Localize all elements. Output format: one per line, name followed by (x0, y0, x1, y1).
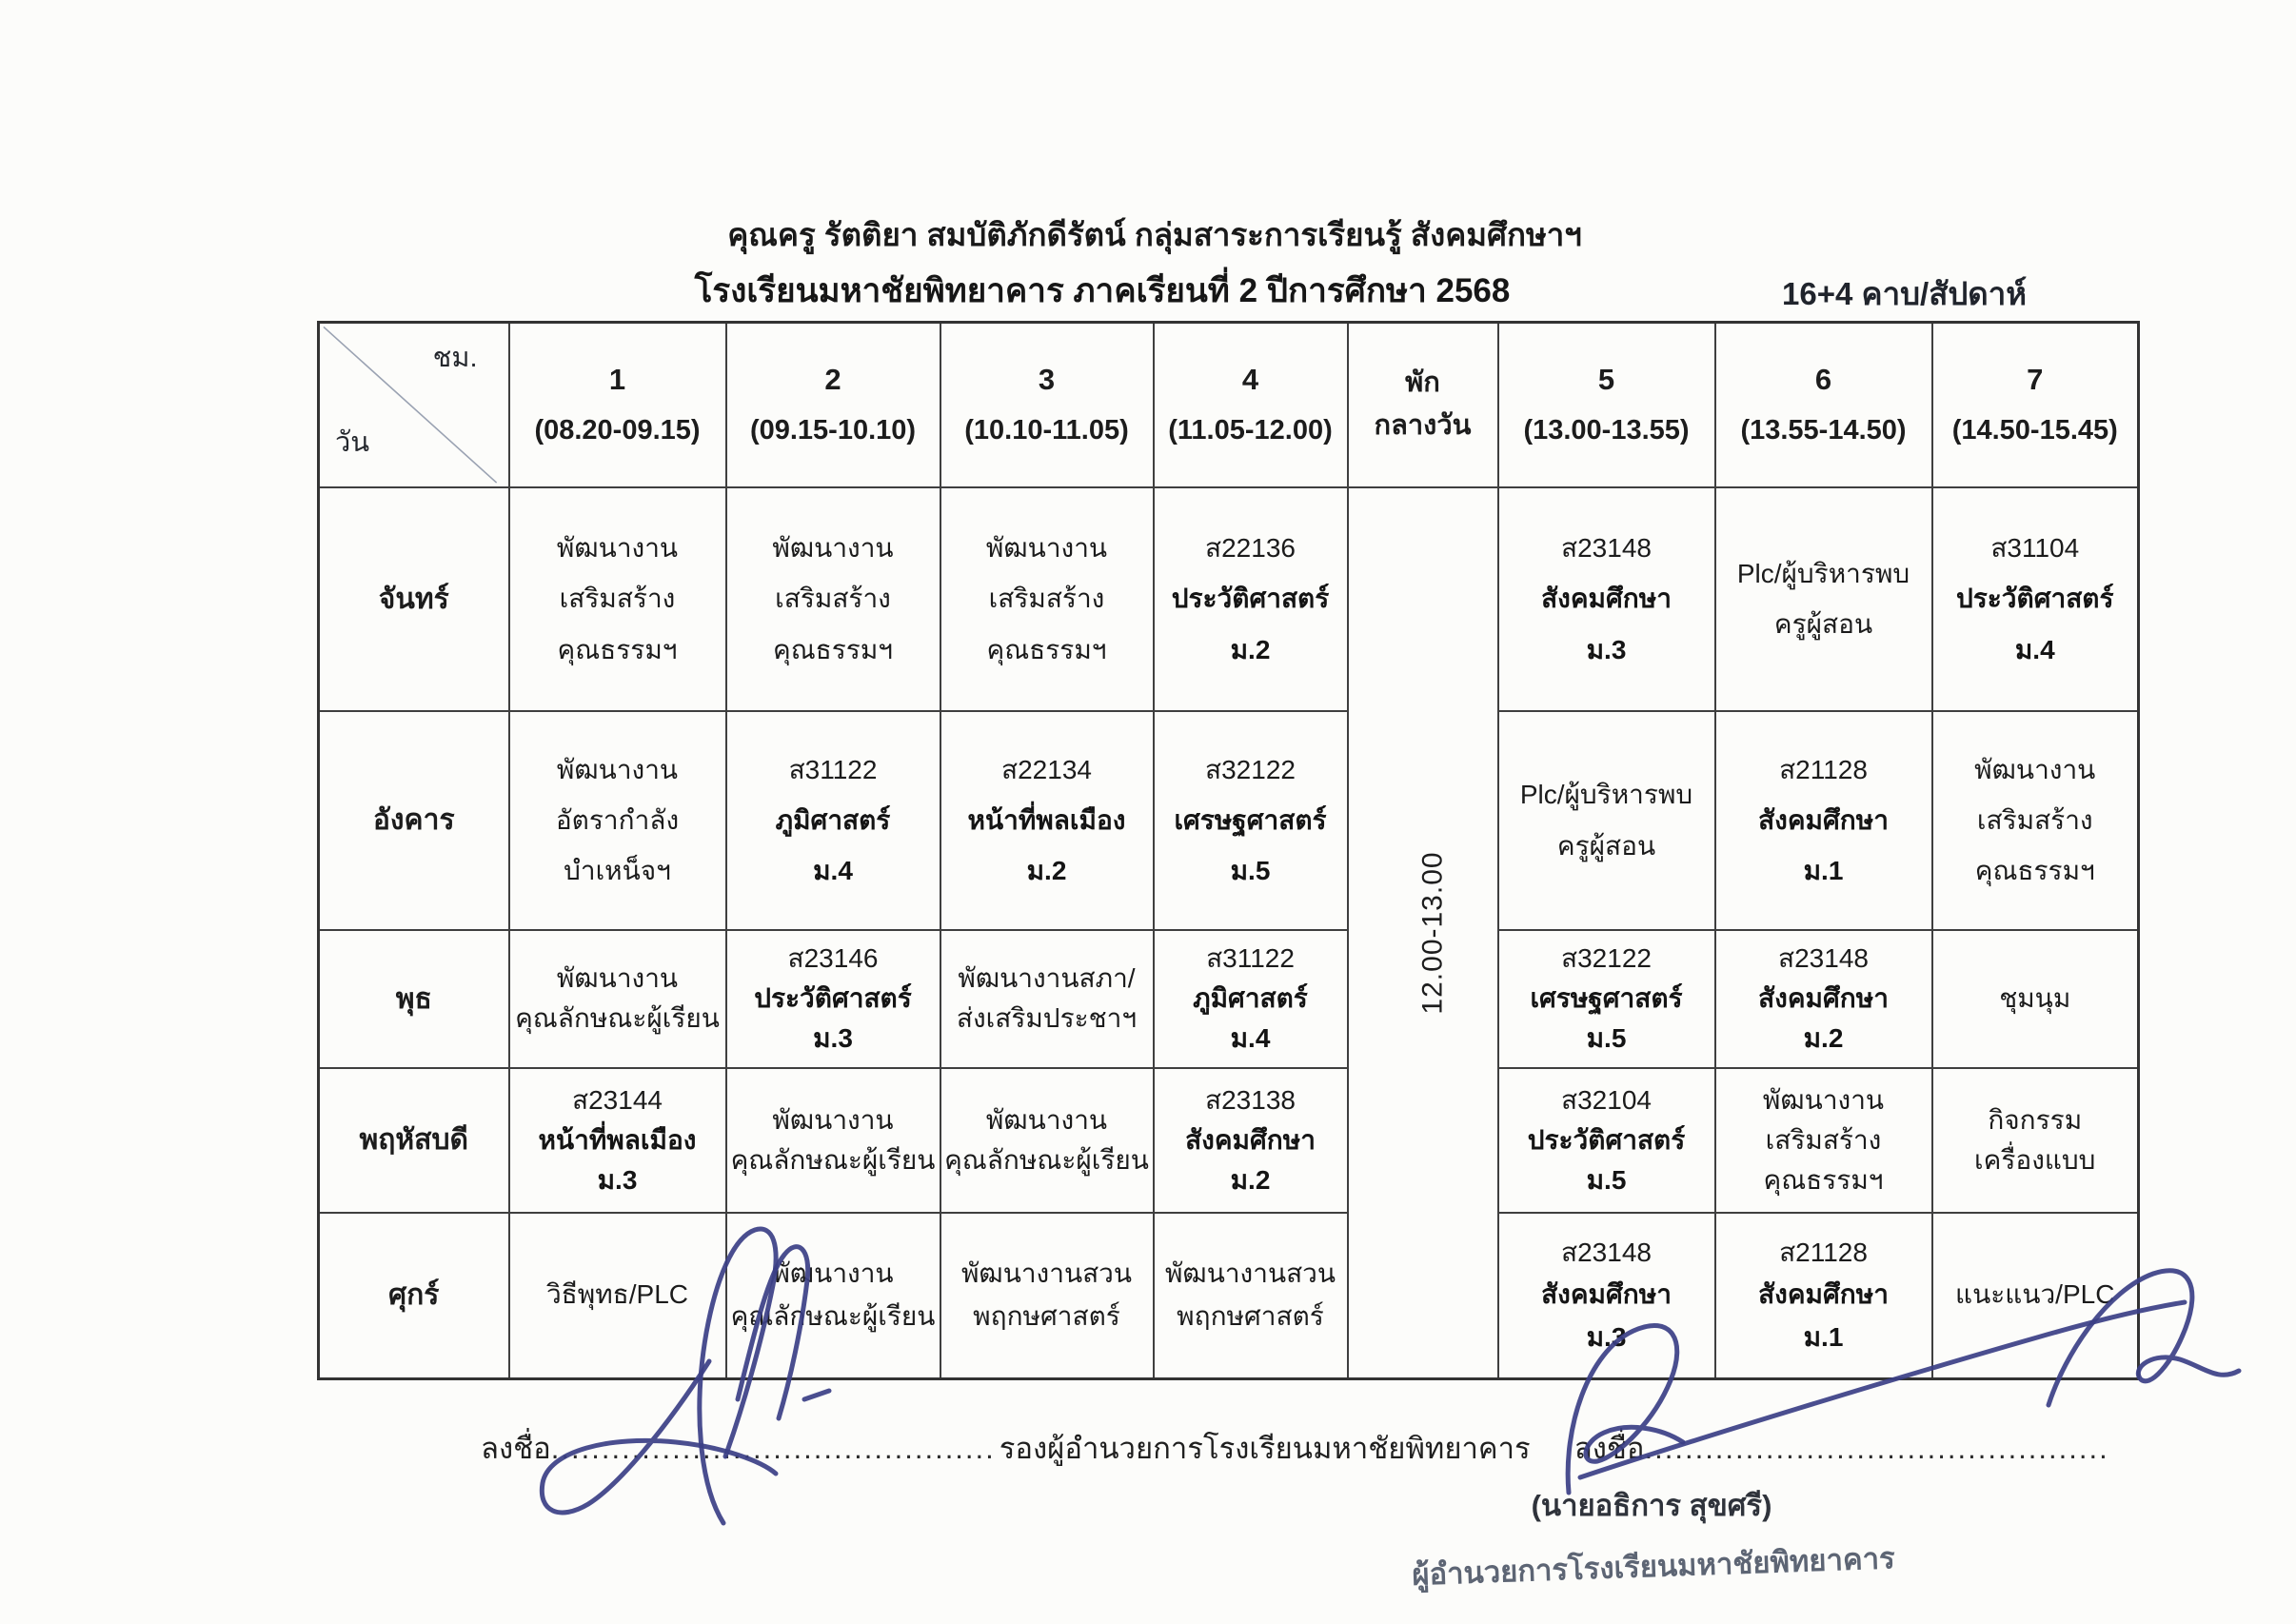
schedule-cell-line: สังคมศึกษา (1758, 983, 1889, 1013)
schedule-cell-line: ส31104 (1990, 533, 2080, 564)
schedule-cell-d4-p4 (1154, 1068, 1348, 1213)
schedule-cell-line: พัฒนางาน (556, 754, 679, 784)
schedule-cell-line: ส23138 (1205, 1084, 1296, 1115)
schedule-cell-d3-p4 (1154, 930, 1348, 1068)
schedule-cell-d1-p7 (1932, 487, 2139, 711)
schedule-cell-line: เสริมสร้าง (1976, 804, 2093, 835)
schedule-cell-line: ภูมิศาสตร์ (775, 804, 891, 835)
schedule-cell-d1-p6 (1715, 487, 1932, 711)
left-sign-label: ลงชื่อ (481, 1432, 551, 1465)
schedule-cell-line: พัฒนางาน (985, 1104, 1108, 1135)
schedule-cell-line: ส31122 (1206, 943, 1295, 973)
schedule-cell-line: พัฒนางานสภา/ (958, 963, 1136, 993)
schedule-cell-line: ส่งเสริมประชาฯ (956, 1003, 1138, 1033)
schedule-cell-line: ส22134 (1001, 754, 1092, 784)
schedule-cell-line: ประวัติศาสตร์ (1955, 584, 2114, 614)
schedule-cell-line: สังคมศึกษา (1758, 1279, 1889, 1310)
day-row-1 (319, 487, 2139, 711)
school-term-title: โรงเรียนมหาชัยพิทยาคาร ภาคเรียนที่ 2 ปีการศึกษา 2568 (694, 272, 1511, 309)
schedule-cell-line: ม.3 (1586, 1322, 1627, 1353)
schedule-cell-d3-p5 (1498, 930, 1715, 1068)
schedule-cell-line: ม.3 (1586, 634, 1627, 664)
day-row-5 (319, 1213, 2139, 1379)
schedule-cell-line: เสริมสร้าง (1765, 1124, 1882, 1155)
schedule-cell-line: ส32122 (1561, 943, 1652, 973)
schedule-cell-line: ส23144 (572, 1084, 663, 1115)
corner-period-label: ชม. (432, 343, 478, 373)
schedule-cell-line: ส23148 (1561, 1237, 1652, 1267)
day-label-3: พุธ (319, 930, 509, 1068)
schedule-cell-line: ม.5 (1586, 1164, 1627, 1195)
schedule-cell-line: ส31122 (788, 754, 878, 784)
schedule-cell-line: ม.2 (1026, 856, 1067, 886)
schedule-cell-d5-p2 (726, 1213, 940, 1379)
schedule-cell-d5-p1 (509, 1213, 726, 1379)
period-time: (11.05-12.00) (1168, 415, 1333, 446)
schedule-cell-line: Plc/ผู้บริหารพบ (1736, 558, 1910, 588)
schedule-cell-d1-p2 (726, 487, 940, 711)
schedule-cell-line: ม.3 (813, 1023, 853, 1053)
period-number: 2 (824, 363, 841, 397)
right-sign-dots: .............................................. (1644, 1432, 2109, 1465)
period-time: (13.00-13.55) (1523, 415, 1690, 446)
schedule-cell-line: สังคมศึกษา (1541, 584, 1672, 614)
director-name: (นายอธิการ สุขศรี) (1531, 1489, 1772, 1522)
schedule-cell-line: ม.1 (1803, 1322, 1844, 1353)
schedule-cell-d5-p5 (1498, 1213, 1715, 1379)
schedule-cell-line: หน้าที่พลเมือง (967, 804, 1126, 835)
schedule-cell-line: ส32122 (1205, 754, 1296, 784)
schedule-cell-line: พัฒนางาน (772, 1258, 894, 1288)
day-row-4 (319, 1068, 2139, 1213)
schedule-cell-line: พัฒนางาน (985, 533, 1108, 564)
schedule-cell-d4-p5 (1498, 1068, 1715, 1213)
schedule-cell-d2-p2 (726, 711, 940, 930)
schedule-cell-d5-p3 (940, 1213, 1154, 1379)
period-header-6 (1715, 323, 1932, 487)
schedule-cell-d2-p3 (940, 711, 1154, 930)
schedule-cell-line: คุณลักษณะผู้เรียน (730, 1300, 936, 1331)
period-time: (10.10-11.05) (964, 415, 1129, 446)
schedule-cell-line: อัตรากำลัง (555, 804, 680, 835)
director-title: ผู้อำนวยการโรงเรียนมหาชัยพิทยาคาร (1411, 1541, 1896, 1592)
schedule-cell-line: เศรษฐศาสตร์ (1530, 983, 1683, 1013)
schedule-cell-line: พฤกษศาสตร์ (1177, 1300, 1324, 1331)
day-label-1: จันทร์ (319, 487, 509, 711)
schedule-cell-line: คุณธรรมฯ (772, 634, 894, 664)
schedule-cell-line: ม.5 (1586, 1023, 1627, 1053)
schedule-cell-d1-p1 (509, 487, 726, 711)
periods-per-week: 16+4 คาบ/สัปดาห์ (1782, 276, 2028, 311)
schedule-cell-line: ม.3 (597, 1164, 638, 1195)
lunch-header-line2: กลางวัน (1374, 410, 1472, 442)
day-label-2: อังคาร (319, 711, 509, 930)
schedule-cell-line: เศรษฐศาสตร์ (1174, 804, 1327, 835)
deputy-director-title: รองผู้อำนวยการโรงเรียนมหาชัยพิทยาคาร (999, 1432, 1531, 1465)
schedule-cell-line: แนะแนว/PLC (1955, 1279, 2115, 1310)
period-number: 6 (1814, 363, 1832, 397)
schedule-cell-d4-p3 (940, 1068, 1154, 1213)
schedule-cell-line: ประวัติศาสตร์ (1527, 1124, 1686, 1155)
schedule-cell-d5-p7 (1932, 1213, 2139, 1379)
period-header-5 (1498, 323, 1715, 487)
schedule-cell-d3-p3 (940, 930, 1154, 1068)
schedule-cell-d5-p4 (1154, 1213, 1348, 1379)
schedule-cell-line: ส22136 (1205, 533, 1296, 564)
period-number: 7 (2027, 363, 2044, 397)
day-period-corner-cell (319, 323, 509, 487)
schedule-cell-d4-p1 (509, 1068, 726, 1213)
teacher-title: คุณครู รัตติยา สมบัติภักดีรัตน์ กลุ่มสาระการเรียนรู้ สังคมศึกษาฯ (727, 217, 1582, 252)
period-header-7 (1932, 323, 2139, 487)
period-time: (09.15-10.10) (749, 415, 917, 446)
schedule-cell-line: ส23148 (1778, 943, 1869, 973)
schedule-cell-line: ม.1 (1803, 856, 1844, 886)
schedule-cell-line: คุณธรรมฯ (1763, 1164, 1884, 1195)
schedule-cell-line: วิธีพุทธ/PLC (545, 1279, 689, 1310)
schedule-cell-line: พัฒนางานสวน (1164, 1258, 1336, 1288)
corner-day-label: วัน (335, 426, 370, 458)
day-label-5: ศุกร์ (319, 1213, 509, 1379)
schedule-cell-line: กิจกรรม (1988, 1104, 2083, 1135)
schedule-cell-d4-p6 (1715, 1068, 1932, 1213)
schedule-cell-d2-p7 (1932, 711, 2139, 930)
schedule-cell-line: คุณลักษณะผู้เรียน (730, 1144, 936, 1175)
lunch-header-line1: พัก (1405, 367, 1440, 399)
schedule-cell-line: สังคมศึกษา (1185, 1124, 1316, 1155)
schedule-cell-d2-p1 (509, 711, 726, 930)
schedule-cell-d2-p6 (1715, 711, 1932, 930)
schedule-cell-line: ครูผู้สอน (1773, 609, 1873, 639)
day-label-4: พฤหัสบดี (319, 1068, 509, 1213)
day-row-3 (319, 930, 2139, 1068)
schedule-cell-d1-p4 (1154, 487, 1348, 711)
schedule-cell-line: ครูผู้สอน (1556, 830, 1656, 861)
period-header-2 (726, 323, 940, 487)
schedule-cell-d1-p3 (940, 487, 1154, 711)
schedule-cell-line: สังคมศึกษา (1541, 1279, 1672, 1310)
schedule-cell-d4-p2 (726, 1068, 940, 1213)
schedule-cell-line: ม.2 (1230, 1164, 1271, 1195)
schedule-cell-line: หน้าที่พลเมือง (538, 1124, 697, 1155)
right-sign-label: ลงชื่อ (1574, 1432, 1645, 1465)
schedule-cell-d1-p5 (1498, 487, 1715, 711)
period-time: (08.20-09.15) (534, 415, 701, 446)
schedule-cell-d3-p2 (726, 930, 940, 1068)
period-number: 4 (1241, 363, 1259, 397)
schedule-cell-line: คุณลักษณะผู้เรียน (515, 1003, 720, 1033)
schedule-cell-line: ส23146 (787, 943, 879, 973)
schedule-cell-line: เสริมสร้าง (775, 584, 891, 614)
schedule-cell-line: คุณธรรมฯ (557, 634, 678, 664)
schedule-cell-line: ส32104 (1561, 1084, 1652, 1115)
schedule-cell-line: พัฒนางานสวน (960, 1258, 1133, 1288)
schedule-cell-line: ม.4 (2014, 634, 2055, 664)
schedule-cell-line: Plc/ผู้บริหารพบ (1519, 780, 1693, 810)
left-sign-dots: ............................................ (550, 1432, 996, 1465)
schedule-cell-line: ม.2 (1803, 1023, 1844, 1053)
schedule-cell-line: ประวัติศาสตร์ (1171, 584, 1330, 614)
period-header-1 (509, 323, 726, 487)
lunch-time-text: 12.00-13.00 (1416, 851, 1449, 1015)
schedule-cell-line: พัฒนางาน (1762, 1084, 1885, 1115)
schedule-cell-line: ชุมนุม (1999, 983, 2071, 1013)
schedule-cell-d2-p5 (1498, 711, 1715, 930)
schedule-cell-line: ม.5 (1230, 856, 1271, 886)
schedule-cell-line: คุณธรรมฯ (1974, 856, 2095, 886)
schedule-cell-line: พัฒนางาน (772, 1104, 894, 1135)
schedule-cell-line: เสริมสร้าง (559, 584, 676, 614)
period-number: 1 (608, 363, 626, 397)
schedule-cell-line: เครื่องแบบ (1974, 1144, 2096, 1175)
schedule-cell-d4-p7 (1932, 1068, 2139, 1213)
signature-line (481, 1424, 2109, 1472)
schedule-cell-d3-p7 (1932, 930, 2139, 1068)
schedule-cell-line: เสริมสร้าง (988, 584, 1105, 614)
schedule-cell-d3-p6 (1715, 930, 1932, 1068)
schedule-cell-line: พัฒนางาน (556, 963, 679, 993)
schedule-cell-line: ส21128 (1779, 1237, 1868, 1267)
schedule-cell-line: ภูมิศาสตร์ (1193, 983, 1308, 1013)
lunch-time-cell (1348, 487, 1498, 1379)
schedule-cell-line: คุณลักษณะผู้เรียน (944, 1144, 1149, 1175)
schedule-cell-line: ส23148 (1561, 533, 1652, 564)
schedule-cell-d2-p4 (1154, 711, 1348, 930)
header-row (319, 323, 2139, 487)
schedule-cell-line: พัฒนางาน (556, 533, 679, 564)
schedule-cell-line: บำเหน็จฯ (564, 856, 671, 886)
schedule-cell-d5-p6 (1715, 1213, 1932, 1379)
schedule-cell-line: ม.2 (1230, 634, 1271, 664)
schedule-cell-line: คุณธรรมฯ (986, 634, 1107, 664)
period-header-4 (1154, 323, 1348, 487)
period-header-3 (940, 323, 1154, 487)
schedule-cell-line: พัฒนางาน (1974, 754, 2096, 784)
schedule-cell-line: พัฒนางาน (772, 533, 894, 564)
schedule-cell-line: สังคมศึกษา (1758, 804, 1889, 835)
schedule-cell-line: ม.4 (1230, 1023, 1271, 1053)
schedule-cell-line: ม.4 (813, 856, 853, 886)
period-time: (14.50-15.45) (1951, 415, 2118, 446)
schedule-cell-line: พฤกษศาสตร์ (973, 1300, 1120, 1331)
period-number: 5 (1597, 363, 1615, 397)
timetable (317, 321, 2140, 1380)
schedule-cell-d3-p1 (509, 930, 726, 1068)
period-number: 3 (1038, 363, 1056, 397)
schedule-cell-line: ประวัติศาสตร์ (754, 983, 912, 1013)
day-row-2 (319, 711, 2139, 930)
period-time: (13.55-14.50) (1740, 415, 1907, 446)
lunch-header-cell (1348, 323, 1498, 487)
schedule-cell-line: ส21128 (1779, 754, 1868, 784)
